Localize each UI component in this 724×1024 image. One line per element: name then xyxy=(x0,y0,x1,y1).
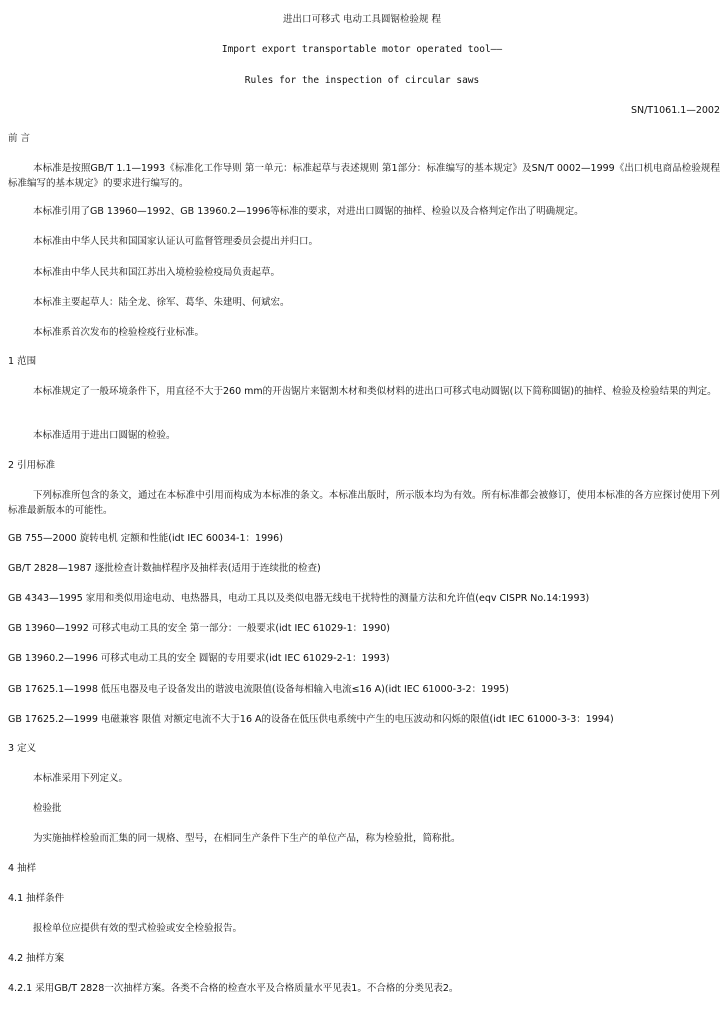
reference-gb4343: GB 4343—1995 家用和类似用途电动、电热器具，电动工具以及类似电器无线电干扰特性的测量方法和允许值(eqv CISPR No.14:1993) xyxy=(8,593,590,604)
english-title-line-2: Rules for the inspection of circular saws xyxy=(244,75,480,86)
foreword-paragraph-1: 本标准是按照GB/T 1.1—1993《标准化工作导则 第一单元：标准起草与表述规则 第1部分：标准编写的基本规定》及SN/T 0002—1999《出口机电商品检验规程标准编写的基本规定》的要求进行编写的。 xyxy=(8,163,720,189)
foreword-paragraph-4: 本标准由中华人民共和国江苏出入境检验检疫局负责起草。 xyxy=(33,267,281,278)
section-1-paragraph-2: 本标准适用于进出口圆锯的检验。 xyxy=(33,430,176,441)
reference-gb755: GB 755—2000 旋转电机 定额和性能(idt IEC 60034-1：1996) xyxy=(8,533,283,544)
section-1-paragraph-1: 本标准规定了一般环境条件下，用直径不大于260 mm的开齿锯片来锯割木材和类似材料的进出口可移式电动圆锯(以下简称圆锯)的抽样、检验及检验结果的判定。 xyxy=(33,386,717,397)
reference-gb2828: GB/T 2828—1987 逐批检查计数抽样程序及抽样表(适用于连续批的检查) xyxy=(8,563,321,574)
foreword-paragraph-2: 本标准引用了GB 13960—1992、GB 13960.2—1996等标准的要求，对进出口圆锯的抽样、检验以及合格判定作出了明确规定。 xyxy=(33,206,584,217)
term-definition: 为实施抽样检验而汇集的同一规格、型号，在相同生产条件下生产的单位产品，称为检验批，简称批。 xyxy=(33,833,461,844)
section-4-2-1-paragraph: 4.2.1 采用GB/T 2828一次抽样方案。各类不合格的检查水平及合格质量水平见表1。不合格的分类见表2。 xyxy=(8,983,459,994)
standard-number: SN/T1061.1—2002 xyxy=(630,105,720,116)
section-1-heading: 1 范围 xyxy=(8,356,37,367)
section-2-heading: 2 引用标准 xyxy=(8,460,56,471)
section-4-heading: 4 抽样 xyxy=(8,863,37,874)
reference-gb13960-2: GB 13960.2—1996 可移式电动工具的安全 圆锯的专用要求(idt IEC 61029-2-1：1993) xyxy=(8,653,390,664)
reference-gb13960: GB 13960—1992 可移式电动工具的安全 第一部分：一般要求(idt IEC 61029-1：1990) xyxy=(8,623,390,634)
section-3-heading: 3 定义 xyxy=(8,743,37,754)
section-2-paragraph-1: 下列标准所包含的条文，通过在本标准中引用而构成为本标准的条文。本标准出版时，所示版本均为有效。所有标准都会被修订，使用本标准的各方应探讨使用下列标准最新版本的可能性。 xyxy=(8,490,720,516)
term-inspection-lot: 检验批 xyxy=(33,803,62,814)
foreword-heading: 前 言 xyxy=(8,133,31,144)
document-title: 进出口可移式 电动工具圆锯检验规 程 xyxy=(282,14,442,25)
foreword-paragraph-3: 本标准由中华人民共和国国家认证认可监督管理委员会提出并归口。 xyxy=(33,236,319,247)
section-4-1-paragraph: 报检单位应提供有效的型式检验或安全检验报告。 xyxy=(33,923,243,934)
english-title-line-1: Import export transportable motor operated tool—— xyxy=(221,44,503,55)
foreword-paragraph-5: 本标准主要起草人：陆全龙、徐军、葛华、朱建明、何斌宏。 xyxy=(33,297,290,308)
reference-gb17625-1: GB 17625.1—1998 低压电器及电子设备发出的谐波电流限值(设备每相输入电流≤16 A)(idt IEC 61000-3-2：1995) xyxy=(8,684,509,695)
section-4-2-heading: 4.2 抽样方案 xyxy=(8,953,65,964)
section-4-1-heading: 4.1 抽样条件 xyxy=(8,893,65,904)
foreword-paragraph-6: 本标准系首次发布的检验检疫行业标准。 xyxy=(33,327,205,338)
reference-gb17625-2: GB 17625.2—1999 电磁兼容 限值 对额定电流不大于16 A的设备在低压供电系统中产生的电压波动和闪烁的限值(idt IEC 61000-3-3：1994) xyxy=(8,714,614,725)
section-3-paragraph-1: 本标准采用下列定义。 xyxy=(33,773,129,784)
